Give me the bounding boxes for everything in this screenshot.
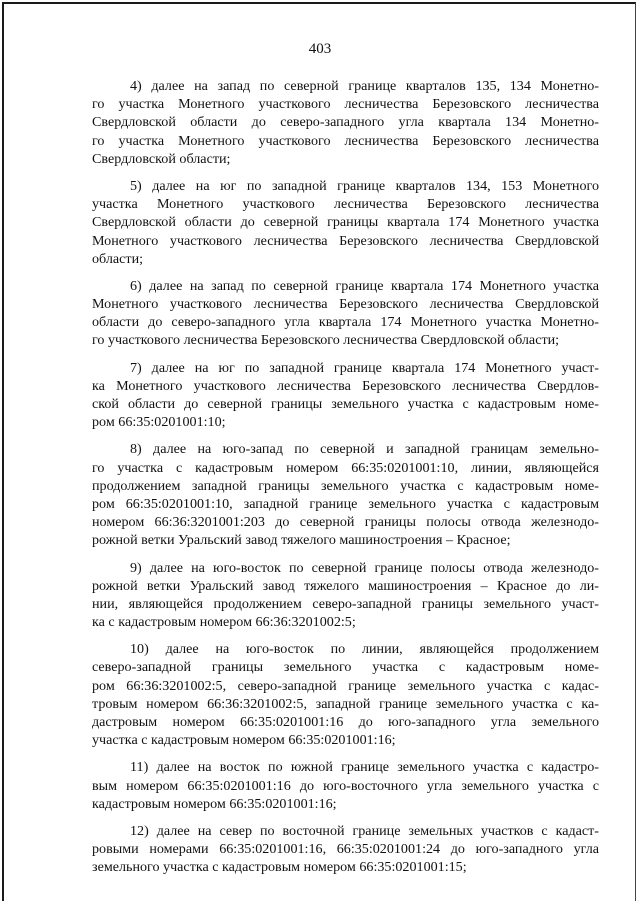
paragraph-line: ровыми номерами 66:35:0201001:16, 66:35:0201001:24 до юго-западного угла [92, 841, 599, 858]
paragraph-line: 6) далее на запад по северной границе квартала 174 Монетного участка [130, 277, 599, 294]
paragraph-line: 11) далее на восток по южной границе земельного участка с кадастро- [130, 759, 599, 776]
paragraph-line: ром 66:35:0201001:10, западной границе земельного участка с кадастровым [92, 495, 599, 512]
paragraph-5 [92, 440, 599, 549]
paragraph-line: 10) далее на юго-восток по линии, являющейся продолжением [130, 641, 599, 658]
paragraph-8 [92, 758, 599, 813]
paragraph-line: кадастровым номером 66:35:0201001:16; [92, 795, 337, 812]
paragraph-line: 9) далее на юго-восток по северной границе полосы отвода железнодо- [130, 559, 599, 576]
paragraph-line: вым номером 66:35:0201001:16 до юго-восточного угла земельного участка с [92, 777, 599, 794]
paragraph-6 [92, 559, 599, 632]
paragraph-line: рожной ветки Уральский завод тяжелого машиностроения – Красное; [92, 532, 511, 549]
paragraph-line: нии, являющейся продолжением северо-западной границы земельного участ- [92, 595, 599, 612]
paragraph-line: го участка с кадастровым номером 66:35:0201001:10, линии, являющейся [92, 459, 599, 476]
paragraph-line: области; [92, 250, 144, 267]
paragraph-line: ка с кадастровым номером 66:36:3201002:5; [92, 614, 356, 631]
paragraph-line: участка с кадастровым номером 66:35:0201001:16; [92, 732, 396, 749]
document-body [92, 77, 599, 886]
paragraph-2 [92, 177, 599, 268]
paragraph-3 [92, 277, 599, 350]
paragraph-line: 8) далее на юго-запад по северной и западной границам земельно- [130, 441, 599, 458]
paragraph-line: дастровым номером 66:35:0201001:16 до юго-западного угла земельного [92, 714, 599, 730]
paragraph-4 [92, 359, 599, 432]
paragraph-line: 12) далее на север по восточной границе земельных участков с кадаст- [130, 822, 599, 839]
paragraph-9 [92, 822, 599, 877]
paragraph-line: Монетного участкового лесничества Березовского лесничества Свердловской [92, 232, 599, 249]
page-number: 403 [308, 41, 332, 57]
paragraph-line: ка Монетного участкового лесничества Березовского лесничества Свердлов- [92, 377, 599, 394]
paragraph-line: продолжением западной границы земельного участка с кадастровым номе- [92, 477, 599, 494]
paragraph-line: ром 66:36:3201002:5, северо-западной границе земельного участка с кадас- [92, 677, 599, 694]
paragraph-line: Свердловской области; [92, 150, 231, 167]
paragraph-7 [92, 640, 599, 749]
paragraph-line: ской области до северной границы земельного участка с кадастровым номе- [92, 396, 599, 412]
paragraph-1 [92, 77, 599, 168]
paragraph-line: го участка Монетного участкового лесничества Березовского лесничества [92, 132, 599, 149]
paragraph-line: ром 66:35:0201001:10; [92, 414, 226, 431]
paragraph-line: рожной ветки Уральский завод тяжелого машиностроения – Красное до ли- [92, 577, 599, 594]
paragraph-line: 4) далее на запад по северной границе кварталов 135, 134 Монетно- [130, 78, 599, 94]
paragraph-line: земельного участка с кадастровым номером 66:35:0201001:15; [92, 859, 467, 876]
paragraph-line: тровым номером 66:36:3201002:5, западной границе земельного участка с ка- [92, 695, 599, 712]
paragraph-line: го участка Монетного участкового лесничества Березовского лесничества [92, 96, 599, 113]
paragraph-line: го участкового лесничества Березовского лесничества Свердловской области; [92, 332, 560, 349]
paragraph-line: номером 66:36:3201001:203 до северной границы полосы отвода железнодо- [92, 514, 599, 531]
paragraph-line: участка Монетного участкового лесничества Березовского лесничества [92, 196, 599, 213]
paragraph-line: 7) далее на юг по западной границе квартала 174 Монетного участ- [130, 359, 599, 376]
paragraph-line: Монетного участкового лесничества Березовского лесничества Свердловской [92, 296, 599, 313]
paragraph-line: 5) далее на юг по западной границе кварталов 134, 153 Монетного [130, 177, 599, 194]
paragraph-line: Свердловской области до северной границы квартала 174 Монетного участка [92, 214, 599, 231]
paragraph-line: северо-западной границы земельного участка с кадастровым номе- [92, 659, 599, 676]
paragraph-line: области до северо-западного угла квартала 174 Монетного участка Монетно- [92, 314, 599, 331]
paragraph-line: Свердловской области до северо-западного угла квартала 134 Монетно- [92, 114, 599, 131]
